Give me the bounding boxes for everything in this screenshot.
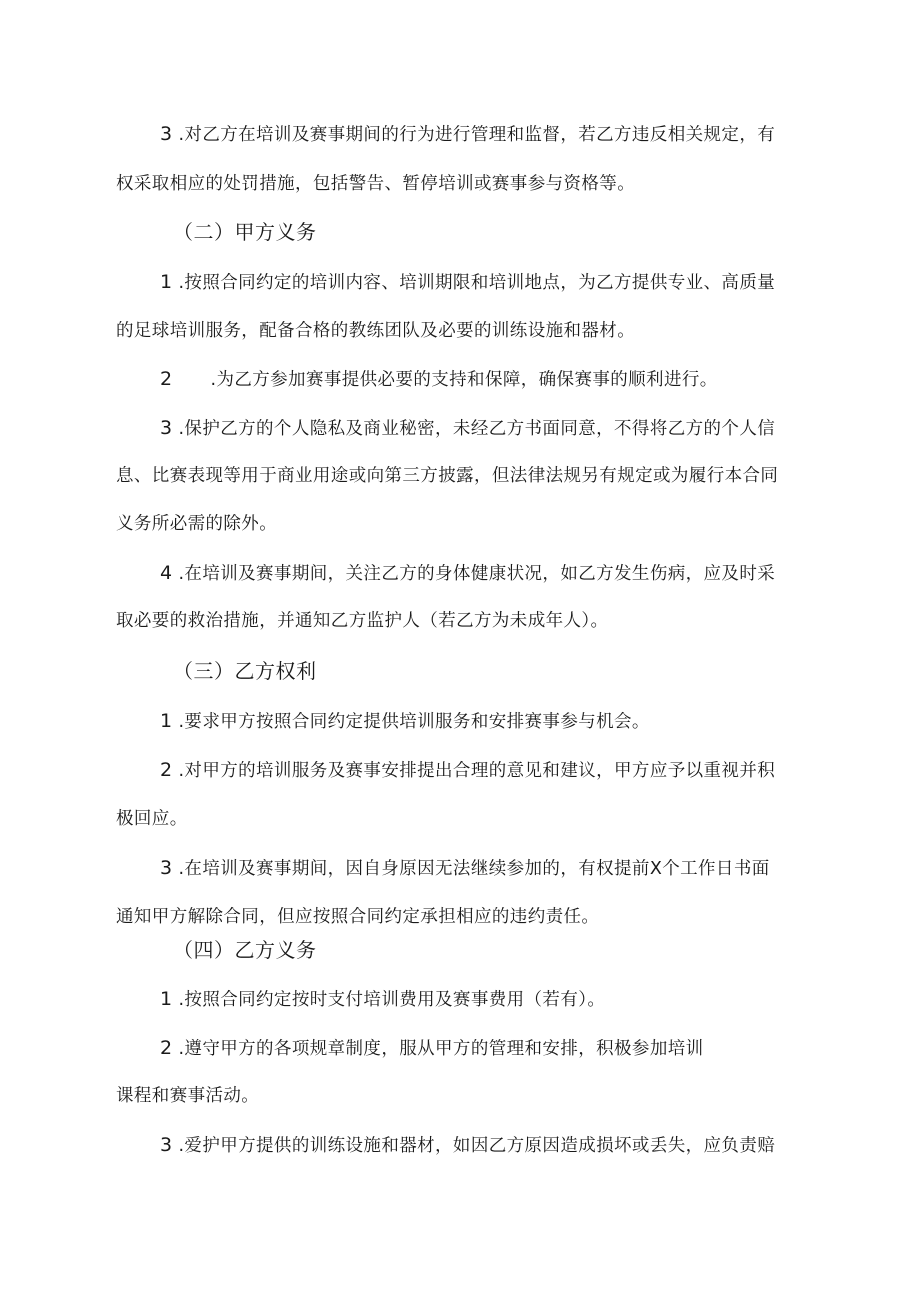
clause-2-2-line1 [160,367,718,392]
clause-text: .为乙方参加赛事提供必要的支持和保障，确保赛事的顺利进行。 [210,370,718,390]
clause-text: .按照合同约定的培训内容、培训期限和培训地点，为乙方提供专业、高质量 [178,273,776,293]
clause-text: .在培训及赛事期间，关注乙方的身体健康状况，如乙方发生伤病，应及时采 [178,564,776,584]
clause-number: 3 [160,123,173,145]
clause-number: 4 [160,562,173,584]
clause-number: 2 [160,1037,173,1059]
clause-text: .对甲方的培训服务及赛事安排提出合理的意见和建议，甲方应予以重视并积 [178,761,776,781]
clause-3-3-line2: 通知甲方解除合同，但应按照合同约定承担相应的违约责任。 [116,907,600,927]
clause-number: 2 [160,368,173,390]
section-heading-party-a-obligations: （二）甲方义务 [173,220,317,244]
clause-number: 3 [160,857,173,879]
clause-a3-line1 [160,122,775,147]
clause-text: .保护乙方的个人隐私及商业秘密，未经乙方书面同意，不得将乙方的个人信 [178,419,776,439]
clause-4-3-line1 [160,1133,775,1158]
clause-3-2-line2: 极回应。 [116,809,188,829]
clause-text: .遵守甲方的各项规章制度，服从甲方的管理和安排，积极参加培训 [178,1039,704,1059]
clause-text: .要求甲方按照合同约定提供培训服务和安排赛事参与机会。 [178,712,650,732]
clause-number: 1 [160,271,173,293]
clause-3-2-line1 [160,758,775,783]
clause-2-4-line1 [160,561,775,586]
clause-text: .爱护甲方提供的训练设施和器材，如因乙方原因造成损坏或丢失，应负责赔 [178,1136,776,1156]
clause-2-3-line1 [160,416,775,441]
clause-4-2-line1 [160,1036,704,1061]
clause-2-3-line2: 息、比赛表现等用于商业用途或向第三方披露，但法律法规另有规定或为履行本合同 [116,466,779,486]
clause-3-1-line1 [160,709,650,734]
clause-a3-line2: 权采取相应的处罚措施，包括警告、暂停培训或赛事参与资格等。 [116,174,636,194]
section-heading-party-b-obligations: （四）乙方义务 [173,938,317,962]
clause-number: 1 [160,988,173,1010]
clause-text: .在培训及赛事期间，因自身原因无法继续参加的，有权提前X个工作日书面 [178,859,770,879]
clause-2-1-line1 [160,270,775,295]
clause-text: .对乙方在培训及赛事期间的行为进行管理和监督，若乙方违反相关规定，有 [178,125,776,145]
clause-4-2-line2: 课程和赛事活动。 [116,1086,260,1106]
clause-3-3-line1 [160,856,770,881]
clause-4-1-line1 [160,987,605,1012]
clause-number: 2 [160,759,173,781]
clause-2-1-line2: 的足球培训服务，配备合格的教练团队及必要的训练设施和器材。 [116,321,636,341]
clause-2-4-line2: 取必要的救治措施，并通知乙方监护人（若乙方为未成年人）。 [116,611,609,631]
clause-number: 1 [160,710,173,732]
section-heading-party-b-rights: （三）乙方权利 [173,659,317,683]
clause-number: 3 [160,1134,173,1156]
clause-2-3-line3: 义务所必需的除外。 [116,514,278,534]
clause-text: .按照合同约定按时支付培训费用及赛事费用（若有）。 [178,990,606,1010]
clause-number: 3 [160,417,173,439]
